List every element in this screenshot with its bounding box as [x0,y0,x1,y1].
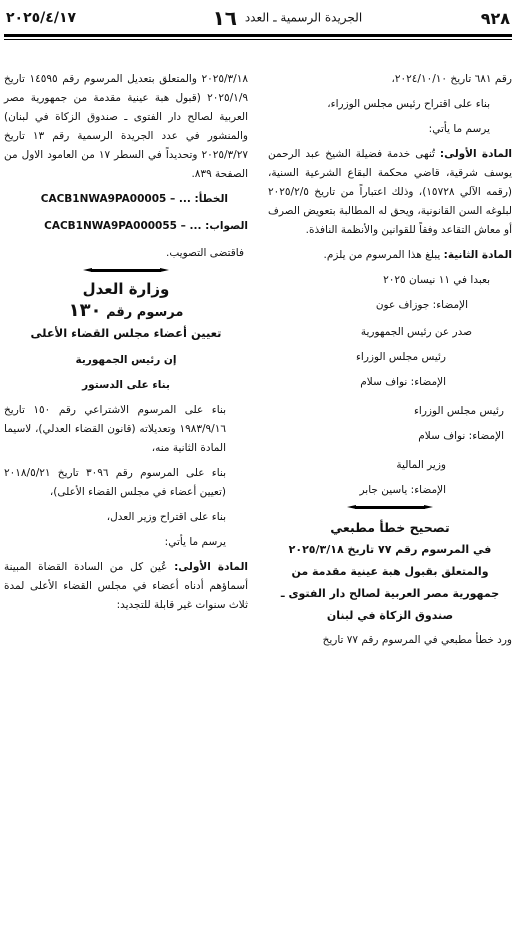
article-1-text: تُنهى خدمة فضيلة الشيخ عبد الرحمن يوسف شرقية، قاضي محكمة البقاع الشرعية السنية، (رقمه الآلي ١٥٧٢٨)، وذلك اعتباراً من تاريخ ٢٠٢٥/٢/٥ لبلوغه السن القانونية، ويحق له المطالبة بتعويض الصرف أو معاش التقاعد وفقاً للقوانين والأنظمة النافذة. [268,148,512,236]
header-title [209,6,363,30]
header-date: ٢٠٢٥/٤/١٧ [6,10,77,26]
erratum-text: ورد خطأ مطبعي في المرسوم رقم ٧٧ تاريخ [322,634,512,646]
erratum-title: تصحيح خطأ مطبعي [330,520,450,535]
pm-title-1: رئيس مجلس الوزراء [355,351,446,363]
signature-president: الإمضاء: جوزاف عون [375,299,468,311]
article-2 [268,246,512,265]
signature-pm-1: الإمضاء: نواف سلام [360,376,446,388]
header-rule [4,34,512,37]
finance-minister-title: وزير المالية [396,459,446,471]
issue-number: ١٦ [212,6,237,30]
section-divider [355,506,425,509]
left-column [4,70,248,621]
article-1 [268,145,512,240]
erratum-line-4: صندوق الزكاة في لبنان [326,609,454,622]
correct-line: الصواب: ... – CACB1NWA9PA000055 [44,220,248,232]
erratum-line-1: في المرسوم رقم ٧٧ تاريخ ٢٠٢٥/٣/١٨ [288,543,492,556]
right-column [268,70,512,656]
decree-intro-2: يرسم ما يأتي: [164,536,226,548]
ministry-name: وزارة العدل [82,280,170,298]
signature-finance-minister: الإمضاء: ياسين جابر [359,484,446,496]
constitution-line: بناء على الدستور [82,379,170,391]
erratum-line-3: جمهورية مصر العربية لصالح دار الفتوى ـ [280,587,500,600]
article-1-justice-label: المادة الأولى: [174,561,248,573]
issue-place-date: بعبدا في ١١ نيسان ٢٠٢٥ [383,274,490,286]
erratum-line-2: والمتعلق بقبول هبة عينية مقدمة من [291,565,489,578]
president-line: إن رئيس الجمهورية [75,354,177,366]
erratum-heading [268,517,512,627]
issued-by: صدر عن رئيس الجمهورية [360,326,472,338]
signature-pm-2: الإمضاء: نواف سلام [418,430,504,442]
article-1-justice-text: عُين كل من السادة القضاة المبينة أسماؤهم أدناه أعضاء في مجلس القضاء الأعلى لمدة ثلاث سنوات غير قابلة للتجديد: [4,561,248,611]
article-1-label: المادة الأولى: [439,148,512,160]
article-2-label: المادة الثانية: [443,249,512,261]
decree-intro: يرسم ما يأتي: [428,123,490,135]
gazette-name: الجريدة الرسمية ـ العدد [244,10,363,25]
proposal-line-justice: بناء على اقتراح وزير العدل، [106,511,226,523]
decree-num: ١٣٠ [68,300,102,321]
legal-basis-2: بناء على المرسوم رقم ٣٠٩٦ تاريخ ٢٠١٨/٥/٢١ (تعيين أعضاء في مجلس القضاء الأعلى)، [4,467,226,498]
article-1-justice [4,558,248,615]
ministry-divider [91,269,161,272]
pm-title-2: رئيس مجلس الوزراء [413,405,504,417]
article-2-text: يبلغ هذا المرسوم من يلزم. [323,249,441,261]
decree-label: مرسوم رقم [106,305,184,320]
proposal-line: بناء على اقتراح رئيس مجلس الوزراء، [327,98,490,110]
erratum-continuation: ٢٠٢٥/٣/١٨ والمتعلق بتعديل المرسوم رقم ١٤٥٩٥ تاريخ ٢٠٢٥/١/٩ (قبول هبة عينية مقدمة من جمهورية مصر العربية لصالح دار الفتوى ـ صندوق الزكاة في لبنان) والمنشور في عدد الجريدة الرسمية رقم ١٣ تاريخ ٢٠٢٥/٣/٢٧ وتحديداً في السطر ١٧ من العامود الاول من الصفحة ٨٣٩. [4,73,248,180]
legal-basis-1: بناء على المرسوم الاشتراعي رقم ١٥٠ تاريخ ١٩٨٣/٩/١٦ وتعديلاته (قانون القضاء العدلي)، لاسيما المادة الثانية منه، [4,404,226,454]
decree-reference: رقم ٦٨١ تاريخ ٢٠٢٤/١٠/١٠، [391,73,512,85]
page-number: ٩٢٨ [480,8,510,28]
decree-subject: تعيين أعضاء مجلس القضاء الأعلى [30,326,222,340]
page-header [6,4,510,32]
error-line: الخطأ: ... – CACB1NWA9PA00005 [40,193,228,205]
correction-required: فاقتضى التصويب. [166,247,244,259]
decree-number [4,301,248,322]
